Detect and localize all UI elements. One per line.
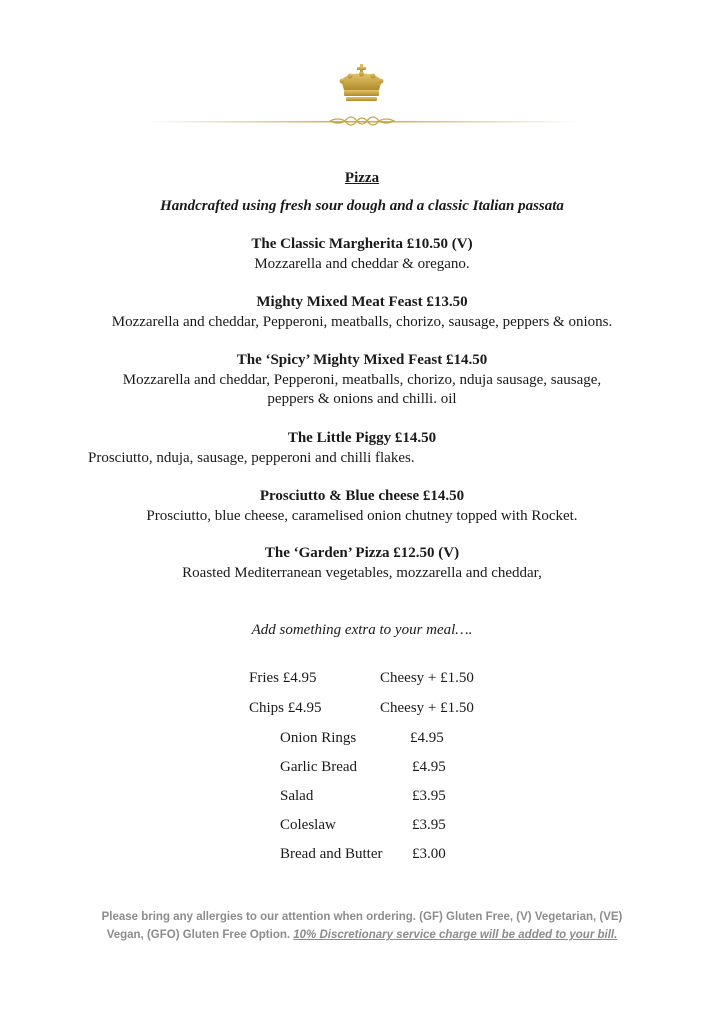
extra-item-name: Fries £4.95 (249, 670, 317, 686)
side-item-price: £3.00 (412, 846, 446, 862)
side-item-price: £4.95 (412, 759, 446, 775)
side-item-name: Bread and Butter (280, 846, 383, 862)
section-subtitle: Handcrafted using fresh sour dough and a classic Italian passata (160, 198, 564, 214)
side-item-price: £3.95 (412, 817, 446, 833)
menu-item-description: peppers & onions and chilli. oil (267, 391, 457, 407)
side-item-price: £4.95 (410, 730, 444, 746)
side-item-name: Garlic Bread (280, 759, 358, 775)
service-charge-notice: 10% Discretionary service charge will be added to your bill. (293, 929, 618, 941)
menu-item-description: Roasted Mediterranean vegetables, mozzarella and cheddar, (182, 565, 542, 581)
menu-item-name: The ‘Garden’ Pizza £12.50 (V) (264, 545, 460, 561)
extra-item-name: Chips £4.95 (249, 700, 322, 716)
menu-item-name: The Classic Margherita £10.50 (V) (251, 236, 473, 252)
menu-item-description: Mozzarella and cheddar & oregano. (254, 256, 470, 272)
side-item-price: £3.95 (412, 788, 446, 804)
allergy-notice-text: Vegan, (GFO) Gluten Free Option. (106, 929, 291, 941)
side-item-name: Salad (280, 788, 314, 804)
allergy-notice-line1: Please bring any allergies to our attention when ordering. (GF) Gluten Free, (V) Vegetarian, (VE) (101, 911, 623, 923)
menu-item-description: Prosciutto, nduja, sausage, pepperoni and chilli flakes. (88, 450, 415, 466)
extras-title: Add something extra to your meal…. (251, 622, 473, 638)
allergy-notice (0, 908, 724, 944)
menu-item-description: Mozzarella and cheddar, Pepperoni, meatballs, chorizo, nduja sausage, sausage, (122, 372, 602, 388)
section-title: Pizza (344, 170, 380, 186)
menu-item-description: Prosciutto, blue cheese, caramelised onion chutney topped with Rocket. (146, 508, 578, 524)
extra-item-option: Cheesy + £1.50 (380, 670, 474, 686)
side-item-name: Coleslaw (280, 817, 336, 833)
side-item-name: Onion Rings (280, 730, 357, 746)
allergy-notice-line2 (0, 926, 724, 944)
logo-header (0, 0, 724, 140)
menu-item-description: Mozzarella and cheddar, Pepperoni, meatballs, chorizo, sausage, peppers & onions. (111, 314, 613, 330)
menu-item-name: The Little Piggy £14.50 (287, 430, 437, 446)
extra-item-option: Cheesy + £1.50 (380, 700, 474, 716)
menu-item-name: The ‘Spicy’ Mighty Mixed Feast £14.50 (236, 352, 488, 368)
menu-item-name: Prosciutto & Blue cheese £14.50 (259, 488, 465, 504)
menu-item-name: Mighty Mixed Meat Feast £13.50 (256, 294, 468, 310)
crown-icon (145, 60, 579, 135)
